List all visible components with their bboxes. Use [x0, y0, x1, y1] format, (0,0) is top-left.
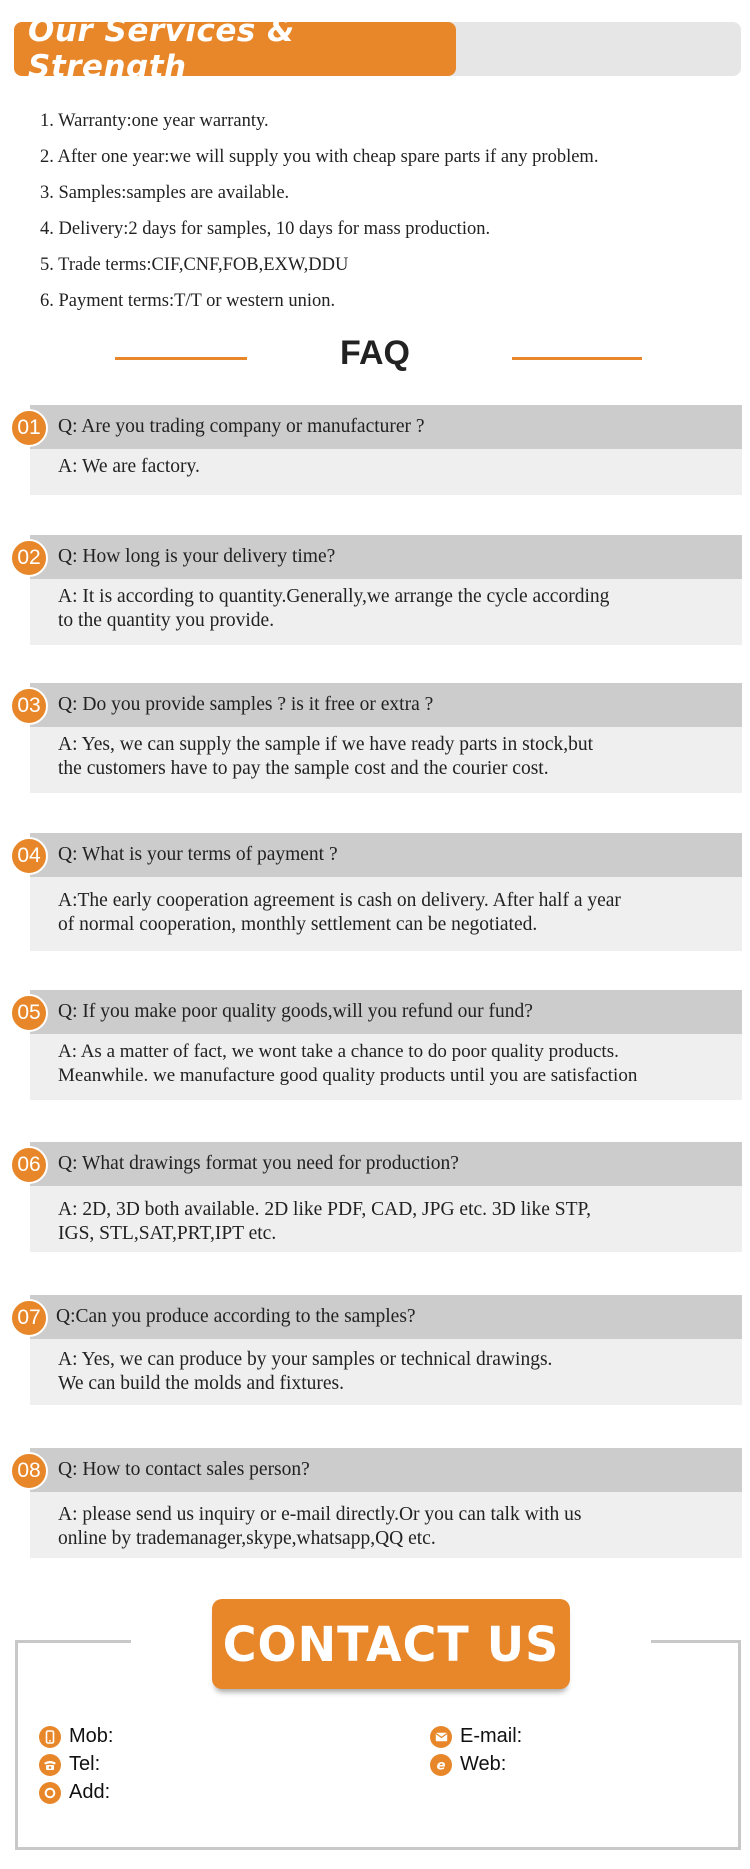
number-badge: 07 [10, 1299, 48, 1337]
service-item: 4. Delivery:2 days for samples, 10 days for mass production. [40, 219, 491, 239]
tel-label: Tel: [69, 1753, 101, 1775]
email-icon [430, 1726, 452, 1748]
faq-item-08 [12, 1448, 742, 1558]
answer-line: A: please send us inquiry or e-mail directly.Or you can talk with us [58, 1504, 582, 1525]
number-badge: 02 [10, 539, 48, 577]
answer-line: the customers have to pay the sample cost and the courier cost. [58, 758, 549, 779]
answer-line: A: We are factory. [58, 456, 200, 477]
contact-topline-left [15, 1640, 131, 1643]
answer-text [58, 1348, 742, 1396]
contact-us-label: CONTACT US [222, 1615, 560, 1673]
question-text: Q: What drawings format you need for production? [58, 1153, 459, 1174]
faq-item-01 [12, 405, 742, 495]
contact-us-button[interactable] [212, 1599, 570, 1689]
service-item: 1. Warranty:one year warranty. [40, 111, 269, 131]
question-text: Q: How long is your delivery time? [58, 546, 336, 567]
contact-web-row [430, 1753, 506, 1776]
location-icon [39, 1782, 61, 1804]
answer-text [58, 1040, 742, 1088]
service-item: 2. After one year:we will supply you with cheap spare parts if any problem. [40, 147, 599, 167]
answer-line: online by trademanager,skype,whatsapp,QQ etc. [58, 1528, 436, 1549]
number-badge: 05 [10, 994, 48, 1032]
answer-line: A: It is according to quantity.Generally,we arrange the cycle according [58, 586, 610, 607]
answer-text [58, 889, 742, 937]
faq-item-02 [12, 535, 742, 645]
service-item: 3. Samples:samples are available. [40, 183, 290, 203]
number-badge: 01 [10, 409, 48, 447]
answer-text [58, 1503, 742, 1551]
service-item: 5. Trade terms:CIF,CNF,FOB,EXW,DDU [40, 255, 349, 275]
question-text: Q: What is your terms of payment ? [58, 844, 338, 865]
faq-item-07 [12, 1295, 742, 1405]
phone-icon [39, 1726, 61, 1748]
contact-topline-right [651, 1640, 741, 1643]
answer-line: A: Yes, we can supply the sample if we have ready parts in stock,but [58, 734, 594, 755]
web-icon [430, 1754, 452, 1776]
answer-line: A: Yes, we can produce by your samples or technical drawings. [58, 1349, 553, 1370]
question-text: Q: Are you trading company or manufacturer ? [58, 416, 425, 437]
answer-text [58, 585, 742, 633]
contact-mob-row [39, 1725, 113, 1748]
answer-line: A:The early cooperation agreement is cash on delivery. After half a year [58, 890, 621, 911]
answer-line: A: As a matter of fact, we wont take a chance to do poor quality products. [58, 1041, 619, 1062]
svg-text:e: e [436, 1758, 446, 1772]
number-badge: 08 [10, 1452, 48, 1490]
answer-text [58, 455, 742, 479]
header-banner [14, 13, 456, 85]
faq-divider-right [512, 357, 642, 360]
contact-email-row [430, 1725, 522, 1748]
answer-line: A: 2D, 3D both available. 2D like PDF, CAD, JPG etc. 3D like STP, [58, 1199, 592, 1220]
answer-text [58, 733, 742, 781]
answer-line: IGS, STL,SAT,PRT,IPT etc. [58, 1223, 277, 1244]
question-text: Q: If you make poor quality goods,will you refund our fund? [58, 1001, 533, 1022]
add-label: Add: [69, 1781, 111, 1803]
faq-item-05 [12, 990, 742, 1100]
services-list [40, 103, 598, 319]
telephone-icon [39, 1754, 61, 1776]
answer-line: Meanwhile. we manufacture good quality products until you are satisfaction [58, 1065, 638, 1086]
question-text: Q: Do you provide samples ? is it free or extra ? [58, 694, 434, 715]
answer-line: We can build the molds and fixtures. [58, 1373, 344, 1394]
question-text: Q:Can you produce according to the samples? [56, 1306, 416, 1327]
contact-add-row [39, 1781, 110, 1804]
mob-label: Mob: [69, 1725, 114, 1747]
faq-item-04 [12, 833, 742, 951]
faq-title: FAQ [340, 334, 410, 372]
number-badge: 06 [10, 1146, 48, 1184]
question-text: Q: How to contact sales person? [58, 1459, 310, 1480]
answer-text [58, 1198, 742, 1246]
web-label: Web: [460, 1753, 507, 1775]
number-badge: 04 [10, 837, 48, 875]
contact-tel-row [39, 1753, 100, 1776]
service-item: 6. Payment terms:T/T or western union. [40, 291, 336, 311]
faq-item-06 [12, 1142, 742, 1252]
answer-line: to the quantity you provide. [58, 610, 275, 631]
page-title: Our Services & Strength [28, 13, 295, 85]
email-label: E-mail: [460, 1725, 523, 1747]
faq-item-03 [12, 683, 742, 793]
answer-line: of normal cooperation, monthly settlement can be negotiated. [58, 914, 538, 935]
number-badge: 03 [10, 687, 48, 725]
